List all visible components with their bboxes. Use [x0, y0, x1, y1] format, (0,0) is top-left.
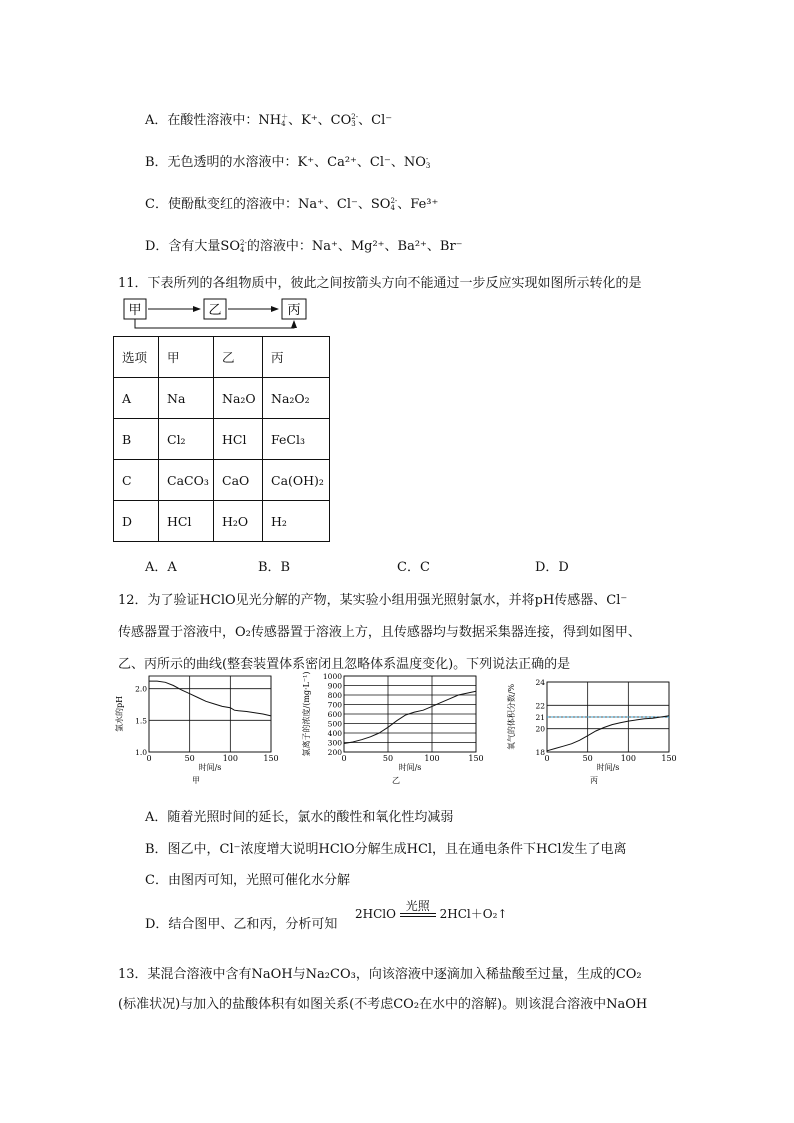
chart-caption: 丙 [590, 776, 598, 785]
table-cell: CaCO₃ [159, 460, 214, 501]
table-cell: HCl [159, 501, 214, 542]
q10-option-a: A．在酸性溶液中：NH ＋ 4 、K⁺、CO 2- 3 、Cl⁻ [145, 112, 393, 128]
y-tick-label: 900 [327, 681, 342, 691]
q11-choice-c: C．C [397, 560, 430, 575]
q10-option-d: D．含有大量SO 2- 4 的溶液中：Na⁺、Mg²⁺、Ba²⁺、Br⁻ [145, 238, 463, 254]
q12-option-d: D．结合图甲、乙和丙，分析可知 [145, 917, 338, 932]
table-cell: B [114, 419, 159, 460]
y-axis-label: 氯水的pH [115, 695, 124, 733]
table-cell: Na₂O₂ [263, 378, 330, 419]
x-tick-label: 0 [341, 754, 347, 763]
y-tick-label: 24 [535, 678, 545, 687]
x-axis-label: 时间/s [596, 763, 620, 772]
q11-choice-a: A．A [145, 560, 177, 575]
x-tick-label: 150 [468, 754, 484, 763]
box-yi-label: 乙 [208, 303, 222, 318]
y-tick-label: 200 [327, 748, 342, 757]
y-tick-label: 600 [327, 710, 342, 719]
table-cell: FeCl₃ [263, 419, 330, 460]
box-bing-label: 丙 [287, 303, 301, 318]
table-cell: 丙 [263, 337, 330, 378]
table-cell: D [114, 501, 159, 542]
x-tick-label: 100 [222, 754, 238, 763]
eq-reactant: 2HClO [355, 907, 396, 921]
table-cell: H₂O [214, 501, 263, 542]
y-tick-label: 500 [327, 719, 342, 729]
q12-option-c: C．由图丙可知，光照可催化水分解 [145, 873, 350, 888]
table-header-row [114, 337, 330, 378]
x-tick-label: 50 [582, 754, 593, 763]
chart-caption: 甲 [192, 776, 200, 785]
y-tick-label: 300 [327, 738, 342, 748]
y-tick-label: 2.0 [135, 684, 147, 694]
plot-frame [149, 676, 271, 752]
q11-table [113, 336, 330, 542]
x-tick-label: 50 [184, 754, 195, 763]
y-tick-label: 800 [327, 691, 342, 700]
eq-product: 2HCl＋O₂↑ [439, 907, 508, 921]
table-cell: HCl [214, 419, 263, 460]
q12-option-a: A．随着光照时间的延长，氯水的酸性和氧化性均减弱 [145, 810, 454, 825]
y-axis-label: 氧气的体积分数/% [507, 683, 516, 751]
x-tick-label: 0 [544, 754, 550, 763]
x-axis-label: 时间/s [398, 763, 422, 772]
chart-jia [113, 672, 283, 797]
table-row [114, 419, 330, 460]
chart-bing [505, 672, 680, 797]
x-tick-label: 0 [146, 754, 152, 763]
q11-stem: 11．下表所列的各组物质中，彼此之间按箭头方向不能通过一步反应实现如图所示转化的是 [118, 276, 642, 291]
table-cell: 乙 [214, 337, 263, 378]
table-cell: Ca(OH)₂ [263, 460, 330, 501]
q13-line2: (标准状况)与加入的盐酸体积有如图关系(不考虑CO₂在水中的溶解)。则该混合溶液中NaOH [118, 997, 648, 1012]
x-tick-label: 50 [382, 754, 394, 763]
q10-option-b: B．无色透明的水溶液中：K⁺、Ca²⁺、Cl⁻、NO - 3 [145, 154, 431, 170]
y-tick-label: 18 [535, 748, 545, 757]
arrow-jia-bing [135, 319, 294, 328]
y-tick-label: 20 [535, 724, 545, 734]
table-cell: Na₂O [214, 378, 263, 419]
y-tick-label: 1000 [322, 672, 342, 681]
q11-conversion-diagram [118, 295, 318, 335]
table-cell: CaO [214, 460, 263, 501]
series-line [344, 691, 476, 743]
y-tick-label: 1.0 [135, 748, 147, 757]
x-tick-label: 150 [263, 754, 279, 763]
q12-line2: 传感器置于溶液中，O₂传感器置于溶液上方，且传感器均与数据采集器连接，得到如图甲、 [118, 625, 641, 640]
table-cell: A [114, 378, 159, 419]
x-tick-label: 150 [661, 754, 677, 763]
q12-line3: 乙、丙所示的曲线(整套装置体系密闭且忽略体系温度变化)。下列说法正确的是 [118, 657, 571, 672]
table-row [114, 378, 330, 419]
x-tick-label: 100 [424, 754, 440, 763]
q12-line1: 12．为了验证HClO见光分解的产物，某实验小组用强光照射氯水，并将pH传感器、Cl⁻ [118, 593, 628, 608]
table-cell: Na [159, 378, 214, 419]
y-tick-label: 22 [535, 701, 545, 711]
q10-option-c: C．使酚酞变红的溶液中：Na⁺、Cl⁻、SO 2- 4 、Fe³⁺ [145, 196, 439, 212]
chart-yi [300, 672, 485, 797]
y-axis-label: 氯离子的浓度/(mg·L⁻¹) [302, 672, 311, 757]
table-cell: H₂ [263, 501, 330, 542]
eq-condition: 光照 [405, 899, 430, 913]
y-tick-label: 400 [327, 729, 342, 738]
box-jia-label: 甲 [128, 303, 142, 318]
q11-choice-d: D．D [535, 560, 569, 575]
chart-caption: 乙 [392, 776, 400, 785]
y-tick-label: 21 [535, 713, 545, 722]
table-row [114, 460, 330, 501]
x-tick-label: 100 [620, 754, 636, 763]
series-line [149, 681, 271, 716]
y-tick-label: 1.5 [135, 716, 147, 726]
table-cell: Cl₂ [159, 419, 214, 460]
series-line [547, 716, 669, 751]
y-tick-label: 700 [327, 700, 342, 710]
chemical-equation [355, 899, 508, 922]
table-cell: C [114, 460, 159, 501]
table-row [114, 501, 330, 542]
q11-choice-b: B．B [258, 560, 291, 575]
q13-line1: 13．某混合溶液中含有NaOH与Na₂CO₃，向该溶液中逐滴加入稀盐酸至过量，生成的CO₂ [118, 967, 642, 982]
q12-option-b: B．图乙中，Cl⁻浓度增大说明HClO分解生成HCl，且在通电条件下HCl发生了电离 [145, 842, 627, 857]
table-cell: 甲 [159, 337, 214, 378]
x-axis-label: 时间/s [198, 763, 222, 772]
table-cell: 选项 [114, 337, 159, 378]
